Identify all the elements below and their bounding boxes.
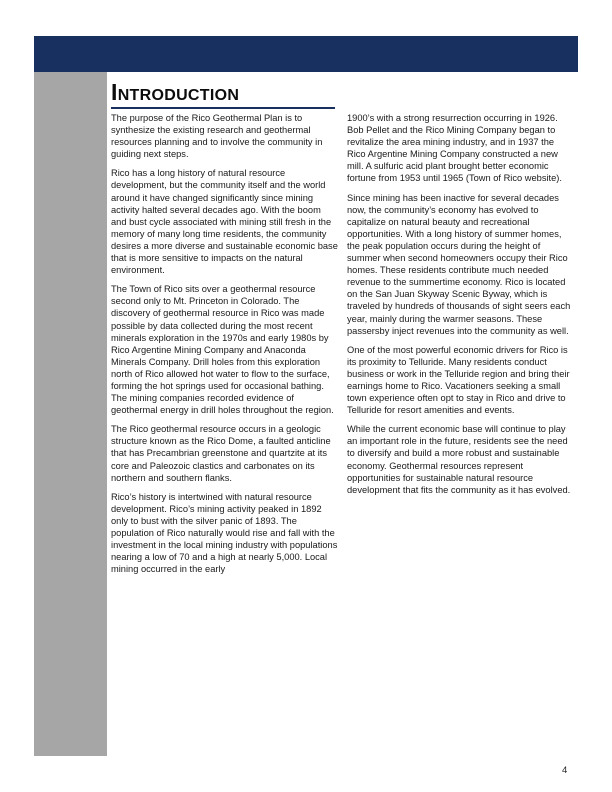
paragraph: The purpose of the Rico Geothermal Plan is to synthesize the existing research and geothermal resources planning and to involve the community in guiding next steps. (111, 113, 323, 160)
paragraph: The Town of Rico sits over a geothermal resource second only to Mt. Princeton in Colorado. The discovery of geothermal resource in Rico was made possible by data collected during the most recent minerals exploration in the 1970s and early 1980s by Rico Argentine Mining Company and Anaconda Minerals Company. Drill holes from this exploration north of Rico allowed hot water to flow to the surface, forming the hot springs used for occasional bathing. The mining companies recorded evidence of geothermal energy in drill holes throughout the region. (111, 284, 334, 416)
page-title: Introduction (111, 79, 240, 105)
paragraph: Rico has a long history of natural resource development, but the community itself and the world around it have changed significantly since mining activity halted several decades ago. With the boom and bust cycle associated with mining still fresh in the memory of many long time residents, the community desires a more diverse and sustainable economic base that is more sensitive to impacts on the natural environment. (111, 168, 338, 276)
side-bar (34, 72, 107, 756)
paragraph: The Rico geothermal resource occurs in a geologic structure known as the Rico Dome, a faulted anticline that has Precambrian greenstone and quartzite at its core and Paleozoic clastics and carbonates on its northern and southern flanks. (111, 424, 331, 483)
right-column (347, 112, 575, 503)
paragraph: While the current economic base will continue to play an important role in the future, residents see the need to diversify and build a more robust and sustainable economy. Geothermal resources represent opportunities for sustainable natural resource development that fits the community as it has evolved. (347, 424, 571, 495)
paragraph: Rico’s history is intertwined with natural resource development. Rico’s mining activity peaked in 1892 only to bust with the silver panic of 1893. The population of Rico naturally would rise and fall with the investment in the local mining industry with populations nearing a low of 70 and a high at nearly 5,000. Local mining occurred in the early (111, 491, 338, 575)
title-underline (111, 107, 335, 109)
left-column (111, 112, 338, 582)
header-band (34, 36, 578, 72)
paragraph: One of the most powerful economic drivers for Rico is its proximity to Telluride. Many residents conduct business or work in the Telluride region and bring their earnings home to Rico. Vacationers seeking a small town experience often opt to stay in Rico and drive to Telluride for resort amenities and events. (347, 344, 570, 416)
page-number: 4 (562, 765, 568, 776)
paragraph: Since mining has been inactive for several decades now, the community’s economy has evolved to capitalize on natural beauty and recreational opportunities. With a long history of summer homes, the peak population occurs during the height of summer when second homeowners occupy their Rico homes. These residents contribute much needed revenue to the summertime economy. Rico is located on the San Juan Skyway Scenic Byway, which is traveled by hundreds of thousands of sight seers each year, mainly during the warmer seasons. These passersby inject revenues into the community as well. (347, 192, 571, 336)
paragraph: 1900’s with a strong resurrection occurring in 1926. Bob Pellet and the Rico Mining Company began to revitalize the area mining industry, and in 1937 the Rico Argentine Mining Company constructed a new mill. A sulfuric acid plant brought better economic fortune from 1953 until 1965 (Town of Rico website). (347, 113, 562, 184)
